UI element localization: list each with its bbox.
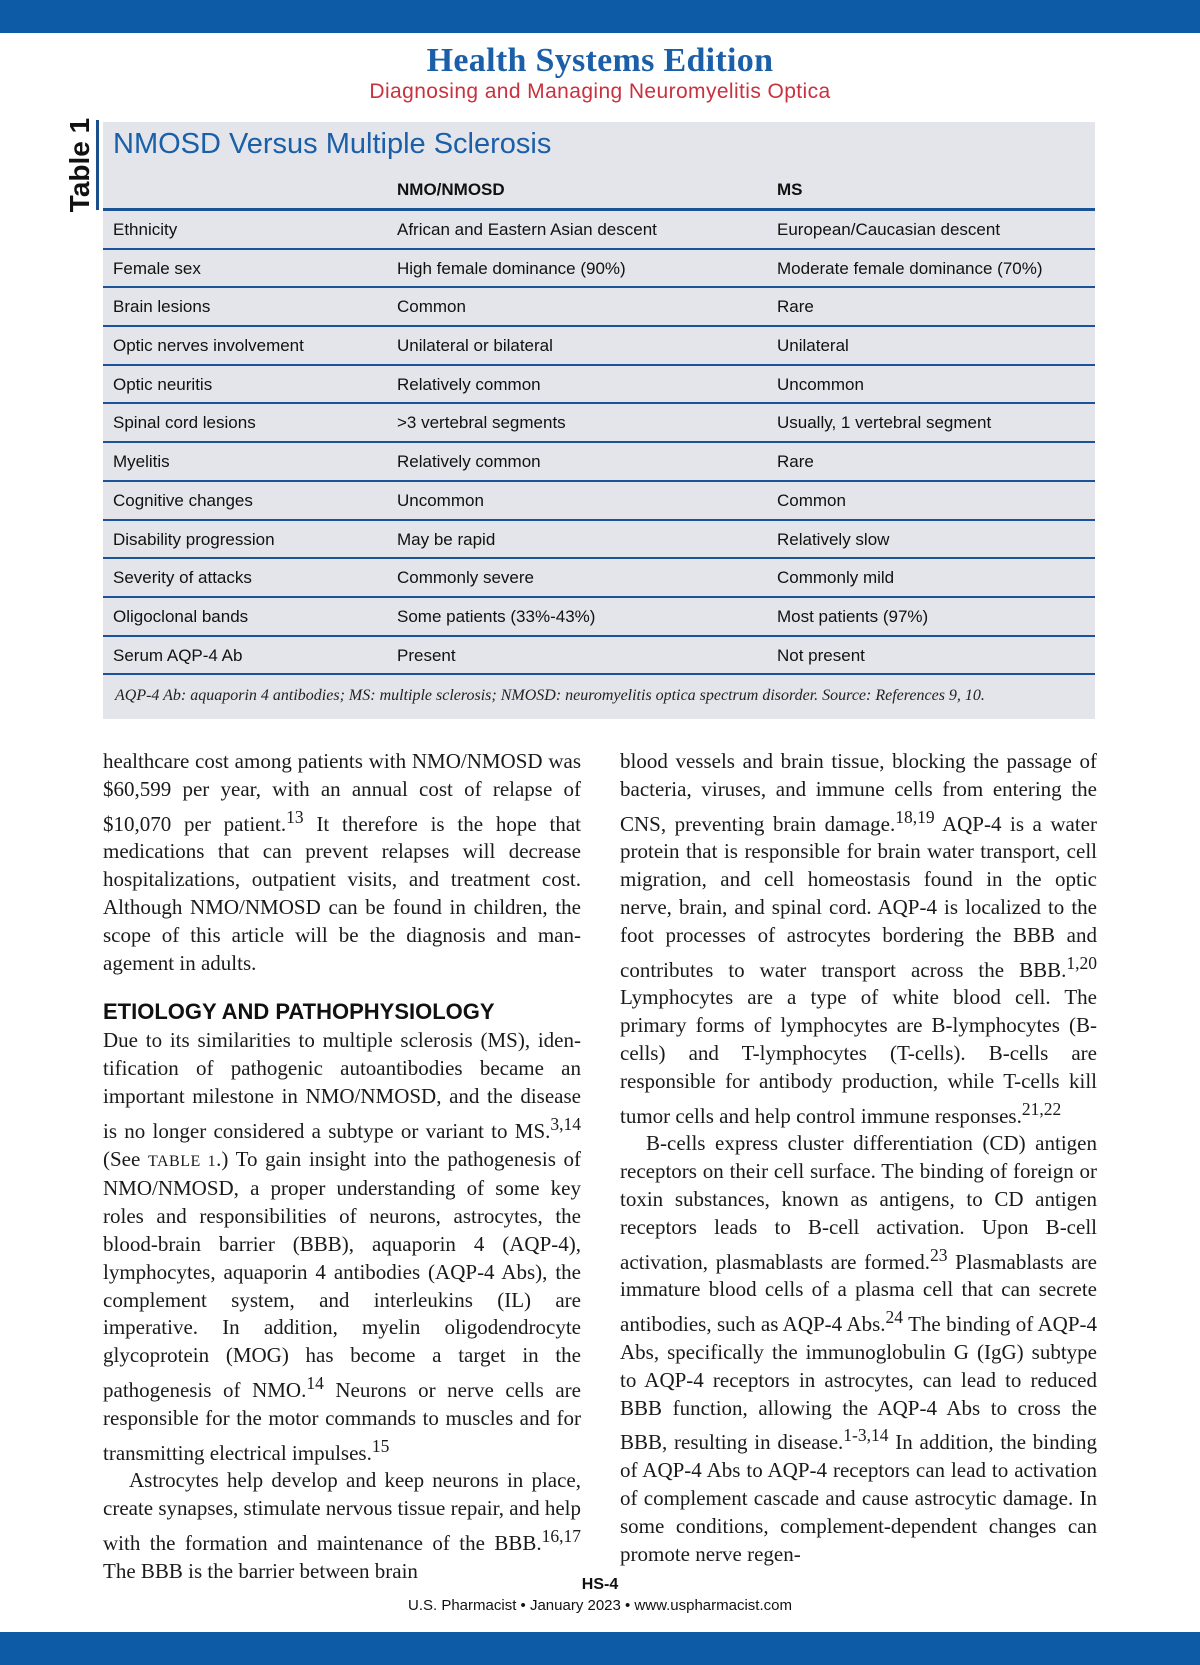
table-row — [103, 559, 1095, 598]
table-footnote: AQP-4 Ab: aquaporin 4 antibodies; MS: multiple sclerosis; NMOSD: neuromyelitis optica spectrum disorder. Source: References 9, 10. — [115, 687, 985, 704]
ms-value: Moderate female dominance (70%) — [777, 258, 1043, 278]
publication-line: U.S. Pharmacist • January 2023 • www.uspharmacist.com — [408, 1597, 792, 1614]
article-title: Diagnosing and Managing Neuromyelitis Optica — [369, 80, 831, 103]
row-label: Optic neuritis — [113, 374, 213, 394]
citation: 13 — [286, 806, 304, 827]
citation: 14 — [306, 1372, 324, 1393]
nmo-value: Some patients (33%-43%) — [397, 606, 596, 626]
table-tab-rule — [96, 120, 99, 210]
citation: 3,14 — [550, 1113, 581, 1134]
paragraph: B-cells express cluster differentiation (CD) antigen receptors on their cell surface. The binding of foreign or toxin substances, known as antigens, to CD antigen receptors leads to B-cell activation. Upon B-cell activation, plasmablasts are formed.$^{23}$ Plasmablasts are immature blood cells of a plasma cell that can secrete antibodies, such as AQP-4 Abs.$^{24}$ The binding of AQP-4 Abs, specifically the immunoglobulin G (IgG) subtype to AQP-4 receptors in astrocytes, can lead to reduced BBB function, allowing the AQP-4 Abs to cross the BBB, resulting in disease.$^{1-3,14}$ In addition, the binding of AQP-4 Abs to AQP-4 receptors can lead to activation of complement cascade and cause astrocytic damage. In some conditions, complement-dependent changes can promote nerve regen- — [620, 1131, 1098, 1566]
nmo-value: >3 vertebral segments — [397, 413, 566, 433]
ms-value: Unilateral — [777, 336, 849, 356]
page-number: HS-4 — [581, 1576, 619, 1593]
nmo-value: Relatively common — [397, 374, 541, 394]
ms-value: Not present — [777, 645, 865, 665]
bottom-color-bar — [0, 1632, 1200, 1665]
row-label: Ethnicity — [113, 220, 178, 239]
citation: 23 — [929, 1244, 948, 1265]
edition-title: Health Systems Edition — [426, 42, 774, 79]
table-row — [103, 598, 1095, 637]
citation: 24 — [885, 1307, 904, 1328]
citation: 1-3,14 — [843, 1425, 889, 1446]
row-label: Oligoclonal bands — [113, 606, 249, 626]
nmo-value: Commonly severe — [397, 568, 534, 588]
ms-value: Most patients (97%) — [777, 606, 929, 626]
table-row — [103, 404, 1095, 443]
table-row — [103, 637, 1095, 676]
ms-value: Commonly mild — [777, 568, 895, 588]
table-reference: TABLE 1 — [147, 1152, 217, 1170]
table-title: NMOSD Versus Multiple Sclerosis — [113, 128, 552, 160]
table-row — [103, 288, 1095, 327]
table-row — [103, 211, 1095, 250]
row-label: Serum AQP-4 Ab — [113, 645, 243, 665]
paragraph: blood vessels and brain tissue, blocking the passage of bacteria, viruses, and immune cells from entering the CNS, preventing brain damage.$^{18,19}$ AQP-4 is a water protein that is responsible for brain water transport, cell migration, and cell homeostasis found in the optic nerve, brain, and spinal cord. AQP-4 is localized to the foot processes of astrocytes bordering the BBB and contributes to water transport across the BBB.$^{1,20}$ Lymphocytes are a type of white blood cell. The primary forms of lymphocytes are B-lymphocytes (B-cells) and T-lymphocytes (T-cells). B-cells are responsible for antibody production, while T-cells kill tumor cells and help control immune responses.$^{21,22}$ — [620, 749, 1098, 1128]
citation: 21,22 — [1021, 1098, 1062, 1119]
row-label: Spinal cord lesions — [113, 413, 256, 433]
ms-value: Rare — [777, 452, 814, 472]
ms-value: Uncommon — [777, 374, 864, 394]
table-row — [103, 366, 1095, 405]
table-row — [103, 521, 1095, 560]
citation: 18,19 — [895, 806, 935, 827]
table-body — [103, 211, 1095, 675]
citation: 16,17 — [541, 1525, 581, 1546]
top-color-bar — [0, 0, 1200, 33]
ms-value: Rare — [777, 297, 814, 317]
nmo-value: Relatively common — [397, 452, 541, 472]
paragraph: healthcare cost among patients with NMO/NMOSD was $60,599 per year, with an annual cost of relapse of $10,070 per patient.$^{13}$ It therefore is the hope that medications that can prevent relapses will decrease hospitalizations, outpatient visits, and treatment cost. Although NMO/NMOSD can be found in children, the scope of this article will be the diagnosis and management in adults. — [103, 749, 581, 975]
paragraph: Astrocytes help develop and keep neurons in place, create synapses, stimulate nervous tissue repair, and help with the formation and maintenance of the BBB.$^{16,17}$ The BBB is the barrier between brain — [103, 1468, 581, 1583]
ms-value: Common — [777, 490, 846, 510]
left-column — [103, 748, 581, 1586]
citation: 15 — [371, 1435, 390, 1456]
ms-value: Usually, 1 vertebral segment — [777, 413, 992, 433]
nmo-value: Present — [397, 645, 456, 665]
row-label: Optic nerves involvement — [113, 336, 304, 356]
row-label: Severity of attacks — [113, 568, 252, 588]
section-heading: ETIOLOGY AND PATHOPHYSIOLOGY — [103, 999, 495, 1025]
nmo-value: Unilateral or bilateral — [397, 336, 553, 356]
row-label: Myelitis — [113, 452, 170, 472]
nmo-value: High female dominance (90%) — [397, 258, 626, 278]
column-header-ms: MS — [777, 180, 803, 199]
nmo-value: May be rapid — [397, 529, 496, 549]
column-header-nmo: NMO/NMOSD — [397, 180, 505, 199]
paragraph: Due to its similarities to multiple sclerosis (MS), identification of pathogenic autoantibodies became an important milestone in NMO/NMOSD, and the disease is no longer considered a subtype or variant to MS.$^{3,14}$ (See TABLE 1.) To gain insight into the pathogenesis of NMO/NMOSD, a proper understanding of some key roles and responsibilities of neurons, astrocytes, the blood-brain barrier (BBB), aquaporin 4 (AQP-4), lymphocytes, aquaporin 4 antibodies (AQP-4 Abs), the complement system, and interleukins (IL) are imperative. In addition, myelin oligodendrocyte glycoprotein (MOG) has become a target in the pathogenesis of NMO.$^{14}$ Neurons or nerve cells are responsible for the motor commands to muscles and for transmitting electrical impulses.$^{15}$ — [103, 1028, 581, 1465]
citation: 1,20 — [1066, 952, 1097, 973]
row-label: Female sex — [113, 258, 201, 278]
table-row — [103, 482, 1095, 521]
nmo-value: Common — [397, 297, 466, 317]
table-tab — [63, 117, 97, 213]
ms-value: Relatively slow — [777, 529, 890, 549]
row-label: Cognitive changes — [113, 490, 253, 510]
table-tab-label: Table 1 — [64, 117, 95, 213]
table-row — [103, 327, 1095, 366]
nmo-value: African and Eastern Asian descent — [397, 220, 657, 239]
table-row — [103, 443, 1095, 482]
ms-value: European/Caucasian descent — [777, 220, 1001, 239]
nmo-value: Uncommon — [397, 490, 484, 510]
comparison-table — [103, 122, 1095, 719]
right-column — [620, 748, 1097, 1568]
table-row — [103, 250, 1095, 289]
row-label: Disability progression — [113, 529, 275, 549]
row-label: Brain lesions — [113, 297, 211, 317]
